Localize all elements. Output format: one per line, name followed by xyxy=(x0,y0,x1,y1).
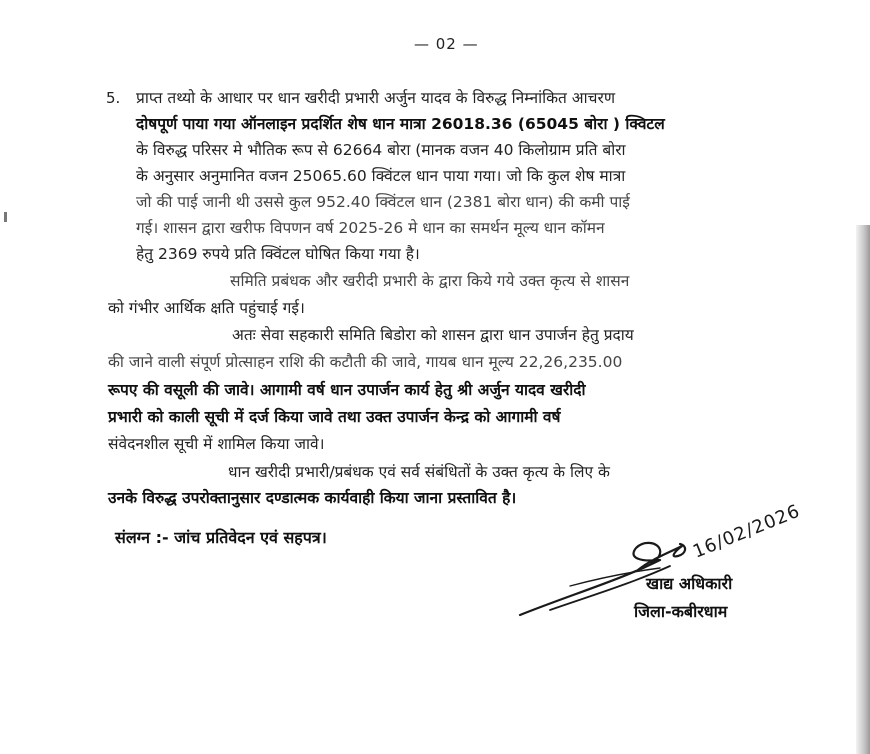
body-line-11: की जाने वाली संपूर्ण प्रोत्साहन राशि की कटौती की जावे, गायब धान मूल्य 22,26,235.00 xyxy=(108,353,623,371)
body-line-16: उनके विरुद्ध उपरोक्तानुसार दण्डात्मक कार्यवाही किया जाना प्रस्तावित है। xyxy=(108,489,517,507)
body-line-6: गई। शासन द्वारा खरीफ विपणन वर्ष 2025-26 मे धान का समर्थन मूल्य धान कॉमन xyxy=(136,219,605,237)
body-line-5: जो की पाई जानी थी उससे कुल 952.40 क्विंटल धान (2381 बोरा धान) की कमी पाई xyxy=(136,193,630,211)
signature-date: 16/02/2026 xyxy=(690,500,804,563)
signature-block xyxy=(510,500,860,640)
body-line-15: धान खरीदी प्रभारी/प्रबंधक एवं सर्व संबंधितों के उक्त कृत्य के लिए के xyxy=(228,463,610,481)
body-line-13: प्रभारी को काली सूची में दर्ज किया जावे तथा उक्त उपार्जन केन्द्र को आगामी वर्ष xyxy=(108,408,561,426)
officer-district: जिला-कबीरधाम xyxy=(634,602,728,621)
body-line-1: प्राप्त तथ्यो के आधार पर धान खरीदी प्रभारी अर्जुन यादव के विरुद्ध निम्नांकित आचरण xyxy=(136,89,616,107)
officer-designation: खाद्य अधिकारी xyxy=(646,574,733,593)
paragraph-number: 5. xyxy=(106,89,121,107)
body-line-10: अतः सेवा सहकारी समिति बिडोरा को शासन द्वारा धान उपार्जन हेतु प्रदाय xyxy=(232,326,634,344)
body-line-3: के विरुद्ध परिसर मे भौतिक रूप से 62664 बोरा (मानक वजन 40 किलोग्राम प्रति बोरा xyxy=(136,141,626,159)
page-edge-shadow xyxy=(856,225,870,754)
body-line-8: समिति प्रबंधक और खरीदी प्रभारी के द्वारा किये गये उक्त कृत्य से शासन xyxy=(230,272,630,290)
body-line-12: रूपए की वसूली की जावे। आगामी वर्ष धान उपार्जन कार्य हेतु श्री अर्जुन यादव खरीदी xyxy=(108,381,586,399)
attachment-note: संलग्न :- जांच प्रतिवेदन एवं सहपत्र। xyxy=(115,528,327,547)
body-line-7: हेतु 2369 रुपये प्रति क्विंटल घोषित किया गया है। xyxy=(136,245,420,263)
page-number: — 02 — xyxy=(414,35,479,53)
body-line-9: को गंभीर आर्थिक क्षति पहुंचाई गई। xyxy=(108,299,305,317)
body-line-4: के अनुसार अनुमानित वजन 25065.60 क्विंटल धान पाया गया। जो कि कुल शेष मात्रा xyxy=(136,167,626,185)
body-line-2: दोषपूर्ण पाया गया ऑनलाइन प्रदर्शित शेष धान मात्रा 26018.36 (65045 बोरा ) क्विटल xyxy=(136,115,665,133)
body-line-14: संवेदनशील सूची में शामिल किया जावे। xyxy=(108,435,325,453)
margin-mark xyxy=(4,212,7,222)
